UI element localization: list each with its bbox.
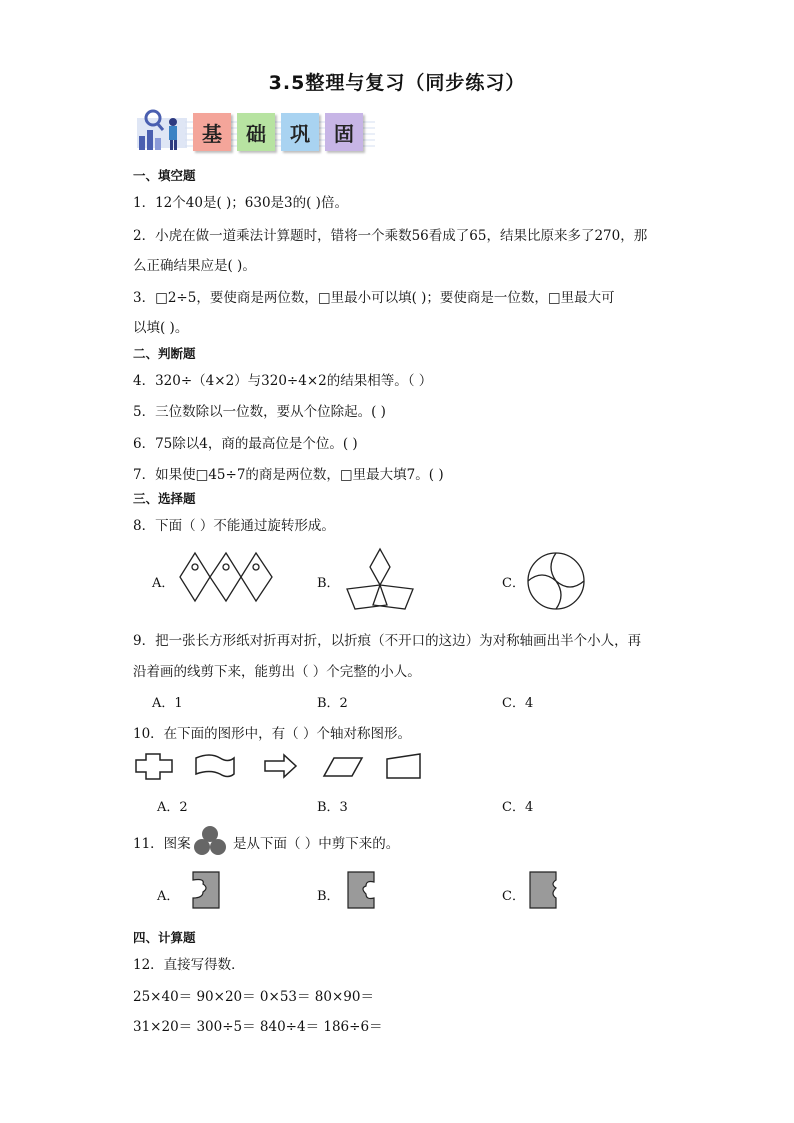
three-rhombus-figure bbox=[343, 547, 417, 611]
question-8: 8．下面（ ）不能通过旋转形成。 bbox=[133, 518, 335, 534]
q10-option-b: B．3 bbox=[317, 800, 348, 815]
question-2-line-2: 么正确结果应是( )。 bbox=[133, 258, 256, 274]
question-12: 12．直接写得数． bbox=[133, 957, 245, 973]
cut-paper-b-figure bbox=[346, 870, 376, 910]
q9-option-b: B．2 bbox=[317, 696, 348, 711]
question-11-prefix: 11．图案 bbox=[133, 836, 191, 852]
section-heading-choice: 三、选择题 bbox=[133, 491, 196, 506]
question-9-line-2: 沿着画的线剪下来，能剪出（ ）个完整的小人。 bbox=[133, 664, 421, 680]
question-4: 4．320÷（4×2）与320÷4×2的结果相等。（ ） bbox=[133, 373, 433, 389]
question-6: 6．75除以4，商的最高位是个位。( ) bbox=[133, 436, 358, 452]
banner-tile-1: 基 bbox=[193, 113, 231, 151]
cut-paper-a-figure bbox=[191, 870, 221, 910]
question-10: 10．在下面的图形中，有（ ）个轴对称图形。 bbox=[133, 726, 411, 742]
q8-option-c: C． bbox=[502, 576, 525, 591]
diamond-chain-figure bbox=[178, 551, 282, 603]
banner-tile-4: 固 bbox=[325, 113, 363, 151]
page-title: 3.5整理与复习（同步练习） bbox=[268, 72, 526, 94]
banner-tile-2: 础 bbox=[237, 113, 275, 151]
question-3-line-1: 3．□2÷5，要使商是两位数，□里最小可以填( )；要使商是一位数，□里最大可 bbox=[133, 290, 615, 306]
banner-tile-3: 巩 bbox=[281, 113, 319, 151]
q8-option-a: A． bbox=[152, 576, 175, 591]
question-5: 5．三位数除以一位数，要从个位除起。( ) bbox=[133, 404, 386, 420]
circle-curves-figure bbox=[526, 551, 586, 611]
shapes-row-figure bbox=[134, 752, 424, 782]
q11-option-b: B． bbox=[317, 889, 340, 904]
chart-person-icon bbox=[133, 108, 191, 156]
question-2-line-1: 2．小虎在做一道乘法计算题时，错将一个乘数56看成了65，结果比原来多了270，那 bbox=[133, 228, 648, 244]
q10-option-a: A．2 bbox=[157, 800, 188, 815]
section-heading-fill: 一、填空题 bbox=[133, 168, 196, 183]
q8-option-b: B． bbox=[317, 576, 340, 591]
q9-option-c: C．4 bbox=[502, 696, 534, 711]
q9-option-a: A．1 bbox=[152, 696, 183, 711]
question-7: 7．如果使□45÷7的商是两位数，□里最大填7。( ) bbox=[133, 467, 444, 483]
question-3-line-2: 以填( )。 bbox=[133, 320, 189, 336]
q11-option-a: A． bbox=[157, 889, 180, 904]
calc-row-1: 25×40＝ 90×20＝ 0×53＝ 80×90＝ bbox=[133, 989, 374, 1005]
question-11-suffix: 是从下面（ ）中剪下来的。 bbox=[233, 836, 400, 852]
cut-paper-c-figure bbox=[528, 870, 558, 910]
section-heading-calc: 四、计算题 bbox=[133, 930, 196, 945]
q10-option-c: C．4 bbox=[502, 800, 534, 815]
clover-pattern-icon bbox=[193, 824, 227, 858]
question-9-line-1: 9．把一张长方形纸对折再对折，以折痕（不开口的这边）为对称轴画出半个小人，再 bbox=[133, 633, 642, 649]
calc-row-2: 31×20＝ 300÷5＝ 840÷4＝ 186÷6＝ bbox=[133, 1019, 383, 1035]
q11-option-c: C． bbox=[502, 889, 525, 904]
question-1: 1．12个40是( )；630是3的( )倍。 bbox=[133, 195, 348, 211]
section-heading-judge: 二、判断题 bbox=[133, 346, 196, 361]
